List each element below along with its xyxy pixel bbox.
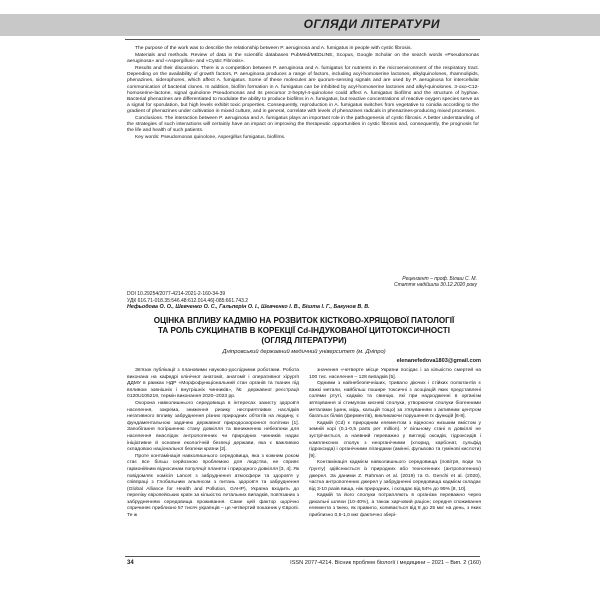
body-column-right (309, 368, 481, 520)
udc: УДК 616.71-018.35:546.48:612.014.46]-085:661.743.2 (127, 297, 249, 304)
paragraph: Одними з найнебезпечніших, тривало діючих і стійких полютантів є важкі метали, найбільш пошире токсичні з асоціацій яких представлені солями ртуті, кадмію та свинцю, які при надходженні в організм зв'язування зі стимулом кисневі сполуки, утворюючи сполуки біогенними металами (цинк, мідь, кальцій тощо) за з'язуванням з активним центром багатьох білків (ферментів), викликаючи порушення їх функцій [6-8]. (309, 381, 481, 420)
paragraph: Кадмій (Cd) є природним елементом з відносно низьким вмістом у земній корі (0,1-0,5 parts per million). У вільному стані в довкіллі не зустрічається, а наявний переважно у вигляді оксидів, гідроксидів і комплексних сполук з неорганічними (хлорид, карбонат, сульфід гідроксида) і органічними лігандами (амінні, фульвово та гумінові кислоти) [9]. (309, 420, 481, 459)
journal-info: ISSN 2077-4214. Вісник проблем біології і медицини – 2021 – Вип. 2 (160) (290, 560, 481, 566)
abstract-purpose: The purpose of the work was to describe the relationship between P. aeruginosa and A. fumigatus in people with cystic fibrosis. (135, 46, 412, 51)
footer-divider (125, 556, 480, 557)
section-header-bar (0, 14, 600, 36)
body-column-left (127, 368, 299, 520)
affiliation: Дніпровський державний медичний університет (м. Дніпро) (222, 349, 386, 355)
title-line-1: ОЦІНКА ВПЛИВУ КАДМІЮ НА РОЗВИТОК КІСТКОВО-ХРЯЩОВОЇ ПАТОЛОГІЇ (153, 316, 455, 325)
page-number: 34 (127, 560, 134, 566)
reviewer-line: Рецензент – проф. Білаш С. М. (402, 276, 477, 282)
abstract-methods: Materials and methods. Review of data in the scientific databases PubMed/MEDLINE, Scopus, Google Scholar on the search words «Pseudomonas aeruginosa» and «Aspergillus» and «Cystic Fibrosis». (127, 52, 479, 65)
section-title: ОГЛЯДИ ЛІТЕРАТУРИ (303, 17, 440, 31)
doi: DOI 10.29254/2077-4214-2021-2-160-34-39 (127, 291, 226, 297)
title-line-3: (ОГЛЯД ЛІТЕРАТУРИ) (261, 335, 347, 345)
article-meta (127, 291, 370, 311)
paragraph: Кадмій та його сполуки потрапляють в організм переважно через дихальні шляхи (10-40%), а також харчовий раціон; середня споживання елемента з їжею, як правило, коливається від 8 до 25 мкг на день, з яких приблизно 0,5-1,0 мкг фактично збері- (309, 493, 481, 519)
header-divider (125, 39, 480, 40)
paragraph: Контамінація кадмієм навколишнього середовища (повітря, води та ґрунту) здійснюється із природних або техногенних (антропогенних) джерел. За даними Z. Rahman et al. (2019) та G. Genchi et al. (2020), частка антропогенних джерел у забрудненні середовища кадмієм складає від 3-10 разів вища, ніж природних, і складає від 54% до 95% [8, 10]. (309, 460, 481, 492)
reviewer-note (394, 276, 477, 289)
paragraph: значення «четверте місце України посідає і за кількістю смертей на 100 тис. населення – 128 випадків [5]. (309, 368, 481, 380)
received-date-line: Стаття надійшла 30.12.2020 року (394, 282, 477, 289)
title-line-2: ТА РОЛЬ СУКЦИНАТІВ В КОРЕКЦІЇ Cd-ІНДУКОВАНОЇ ЦИТОТОКСИЧНОСТІ (158, 325, 450, 335)
paragraph: Охорона навколишнього середовища в інтересах захисту здоров'я населення, зокрема, зниження ризику несприятливих наслідків негативного впливу забруднення різних природних об'єктів на людину, є фундаментальною задачею державної природоохоронної політики [1]. Запобігання погіршенню стану довкілля та виникненню небезпеки для населення внаслідок антропогенних чи природних чинників надає ініціативне й основне екологічній безпеці держави, яка є важливою складовою національної безпеки країни [2]. (127, 400, 299, 453)
abstract-conclusions: Conclusions. The interaction between P. aeruginosa and A. fumigatus plays an important role in the pathogenesis of cystic fibrosis. A better understanding of the strategies of such interactions will certainly have an impact on improving the therapeutic opportunities in cystic fibrosis and, consequently, the prognosis for the life and health of such patients. (127, 116, 479, 134)
abstract-keywords: Key words: Pseudomonas quinolone, Aspergillus fumigatus, biofilms. (135, 135, 286, 141)
english-abstract (127, 46, 479, 142)
authors: Нефьодова О. О., Шевченко О. С., Гальперін О. І., Шевченко І. В., Бішта І. Г., Бакунов В. В. (127, 304, 370, 310)
paragraph: Зв'язок публікації з плановими науково-дослідними роботами. Робота виконана на кафедрі клінічної анатомії, анатомії і оперативної хірургії ДДМУ в рамках НДР «Морфофункціональний стан органів та тканин під впливом зовнішніх і внутрішніх чинників», № державної реєстрації 0120U105219, термін виконання 2020–2023 рр. (127, 368, 299, 400)
paragraph: Проте контамінація навколишнього середовища, яка з кожним роком стає все більш серйозною проблемою для людства, не сприяє гармонійним відносинам популяції планети і природного довкілля [3, 4]. Як повідомляє комісія Lancet з забруднення атмосфери та здоров'я у співпраці з Глобальним альянсом з питань здоров'я та забруднення (Global Alliance for Health and Pollution, GAHP), Україна входить до переліку європейських країн за кількістю летальних випадків, пов'язаних з забрудненням середовища проживання. Саме цей фактор щорічно спричиняє приблизно 57 тисяч українців – це четвертий показник у Європі. Те ж (127, 453, 299, 519)
author-email: elenanefedova1803@gmail.com (396, 358, 481, 364)
article-title (127, 316, 481, 345)
abstract-results: Results and their discussion. There is a competition between P. aeruginosa and A. fumigatus for nutrients in the microenvironment of the respiratory tract. Depending on the availability of growth factors, P. aeruginosa produces a range of factors, including acyl-homoserine lactones, alkylquinolones, rhamnolipids, phenazines, siderophores, which affect A. fumigatus. Some of these molecules are quorum-sensing signals and are used by P. aeruginosa for intercellular communication of bacterial clones. In addition, biofilm formation in A. fumigatus can be inhibited by acyl-homoserine lactones and alkyl-quinolones. 3-oxo-C12-homoserine-lactone, signal quinolone Pseudomonas and its precursor 2-heptyl-4-quinolone could affect A. fumigatus biofilms and the structure of hyphae. Bacterial phenazines are differentiated to modulate the ability to produce biofilms in A. fumigatus, but reactive concentrations of reactive oxygen species serve as a signal for sporulation, but high levels exhibit toxic properties. Consequently, reproduction in A. fumigatus switches from vegetative to conidia according to the gradient of phenazines under cultivation in mixed culture, and in general, correlate with levels of phenazines radicals in phenazines-producing mixed processes. (127, 66, 479, 115)
